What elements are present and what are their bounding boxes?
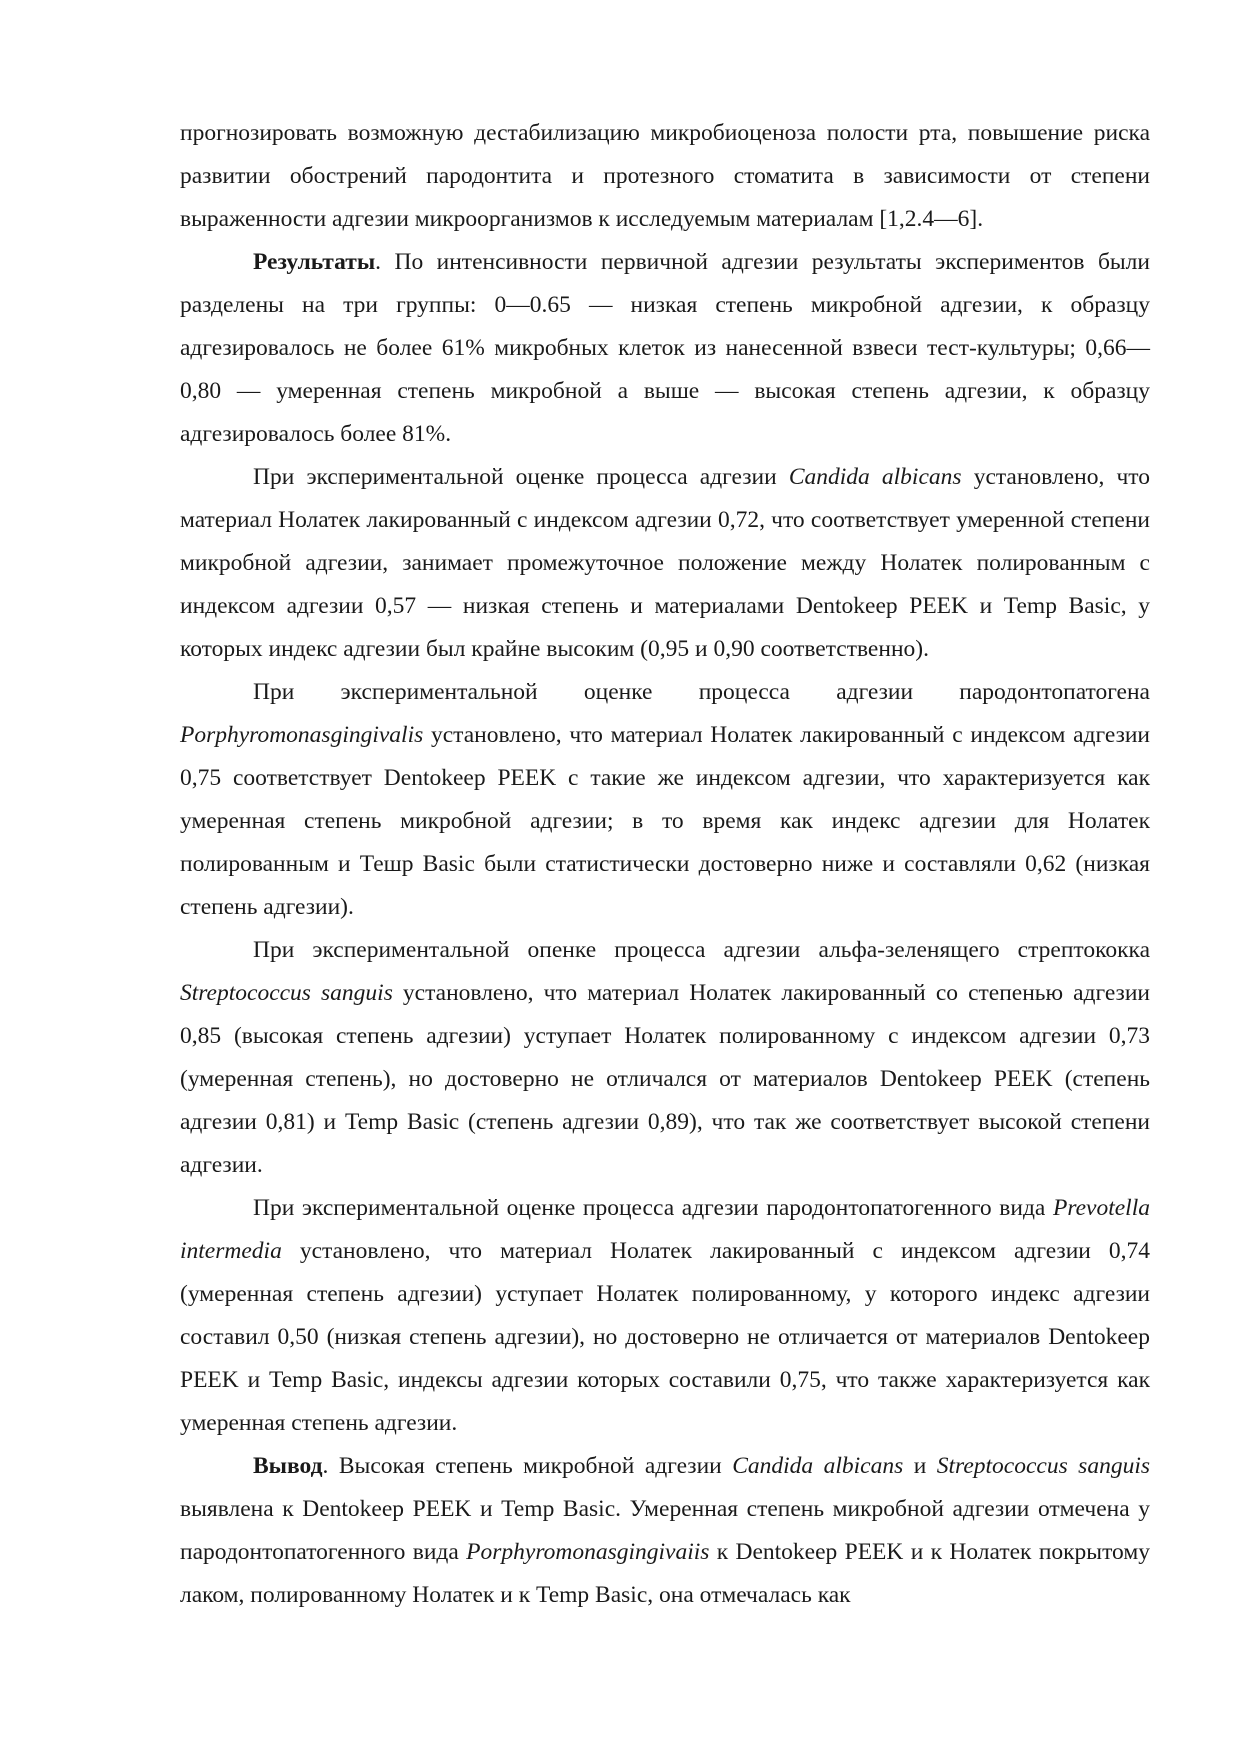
- text-run: При экспериментальной оценке процесса адгезии: [253, 464, 789, 490]
- paragraph-porphyromonas: [180, 671, 1150, 929]
- document-page: [180, 112, 1150, 1617]
- species-name: Streptococcus sanguis: [936, 1453, 1150, 1479]
- species-name: Prevotella intermedia: [180, 1195, 1150, 1264]
- text-run: прогнозировать возможную дестабилизацию микробиоценоза полости рта, повышение риска развитии обострений пародонтита и протезного стоматита в зависимости от степени выраженности адгезии микроорганизмов к исследуемым материалам [1,2.4—6].: [180, 120, 1150, 232]
- text-run: При экспериментальной оценке процесса адгезии пародонтопатогена: [253, 679, 1150, 705]
- text-run: к Dentokeep PEEK и к Нолатек покрытому лаком, полированному Нолатек и к Temp Basic, она отмечалась как: [180, 1539, 1150, 1608]
- species-name: Porphyromonasgingivalis: [180, 722, 424, 748]
- paragraph-intro-continuation: [180, 112, 1150, 241]
- text-run: и: [903, 1453, 937, 1479]
- species-name: Streptococcus sanguis: [180, 980, 393, 1006]
- text-run: При экспериментальной опенке процесса адгезии альфа-зеленящего стрептококка: [253, 937, 1150, 963]
- results-heading: Результаты: [253, 249, 376, 275]
- text-run: установлено, что материал Нолатек лакированный с индексом адгезии 0,74 (умеренная степень адгезии) уступает Нолатек полированному, у которого индекс адгезии составил 0,50 (низкая степень адгезии), но достоверно не отличается от материалов Dentokeep PEEK и Temp Basic, индексы адгезии которых составили 0,75, что также характеризуется как умеренная степень адгезии.: [180, 1238, 1150, 1436]
- paragraph-results: [180, 241, 1150, 456]
- paragraph-candida: [180, 456, 1150, 671]
- text-run: установлено, что материал Нолатек лакированный с индексом адгезии 0,72, что соответствует умеренной степени микробной адгезии, занимает промежуточное положение между Нолатек полированным с индексом адгезии 0,57 — низкая степень и материалами Dentokeep PEEK и Temp Basic, у которых индекс адгезии был крайне высоким (0,95 и 0,90 соответственно).: [180, 464, 1150, 662]
- species-name: Candida albicans: [788, 464, 962, 490]
- paragraph-streptococcus: [180, 929, 1150, 1187]
- text-run: . По интенсивности первичной адгезии результаты экспериментов были разделены на три группы: 0—0.65 — низкая степень микробной адгезии, к образцу адгезировалось не более 61% микробных клеток из нанесенной взвеси тест-культуры; 0,66—0,80 — умеренная степень микробной а выше — высокая степень адгезии, к образцу адгезировалось более 81%.: [180, 249, 1150, 447]
- text-run: установлено, что материал Нолатек лакированный с индексом адгезии 0,75 соответствует Dentokeep PEEK с такие же индексом адгезии, что характеризуется как умеренная степень микробной адгезии; в то время как индекс адгезии для Нолатек полированным и Тешр Basic были статистически достоверно ниже и составляли 0,62 (низкая степень адгезии).: [180, 722, 1150, 920]
- species-name: Porphyromonasgingivaiis: [466, 1539, 710, 1565]
- text-run: . Высокая степень микробной адгезии: [322, 1453, 733, 1479]
- paragraph-prevotella: [180, 1187, 1150, 1445]
- conclusion-heading: Вывод: [253, 1453, 323, 1479]
- text-run: При экспериментальной оценке процесса адгезии пародонтопатогенного вида: [253, 1195, 1053, 1221]
- paragraph-conclusion: [180, 1445, 1150, 1617]
- text-run: выявлена к Dentokeep PEEK и Temp Basic. Умеренная степень микробной адгезии отмечена у пародонтопатогенного вида: [180, 1496, 1150, 1565]
- text-run: установлено, что материал Нолатек лакированный со степенью адгезии 0,85 (высокая степень адгезии) уступает Нолатек полированному с индексом адгезии 0,73 (умеренная степень), но достоверно не отличался от материалов Dentokeep PEEK (степень адгезии 0,81) и Temp Basic (степень адгезии 0,89), что так же соответствует высокой степени адгезии.: [180, 980, 1150, 1178]
- species-name: Candida albicans: [732, 1453, 904, 1479]
